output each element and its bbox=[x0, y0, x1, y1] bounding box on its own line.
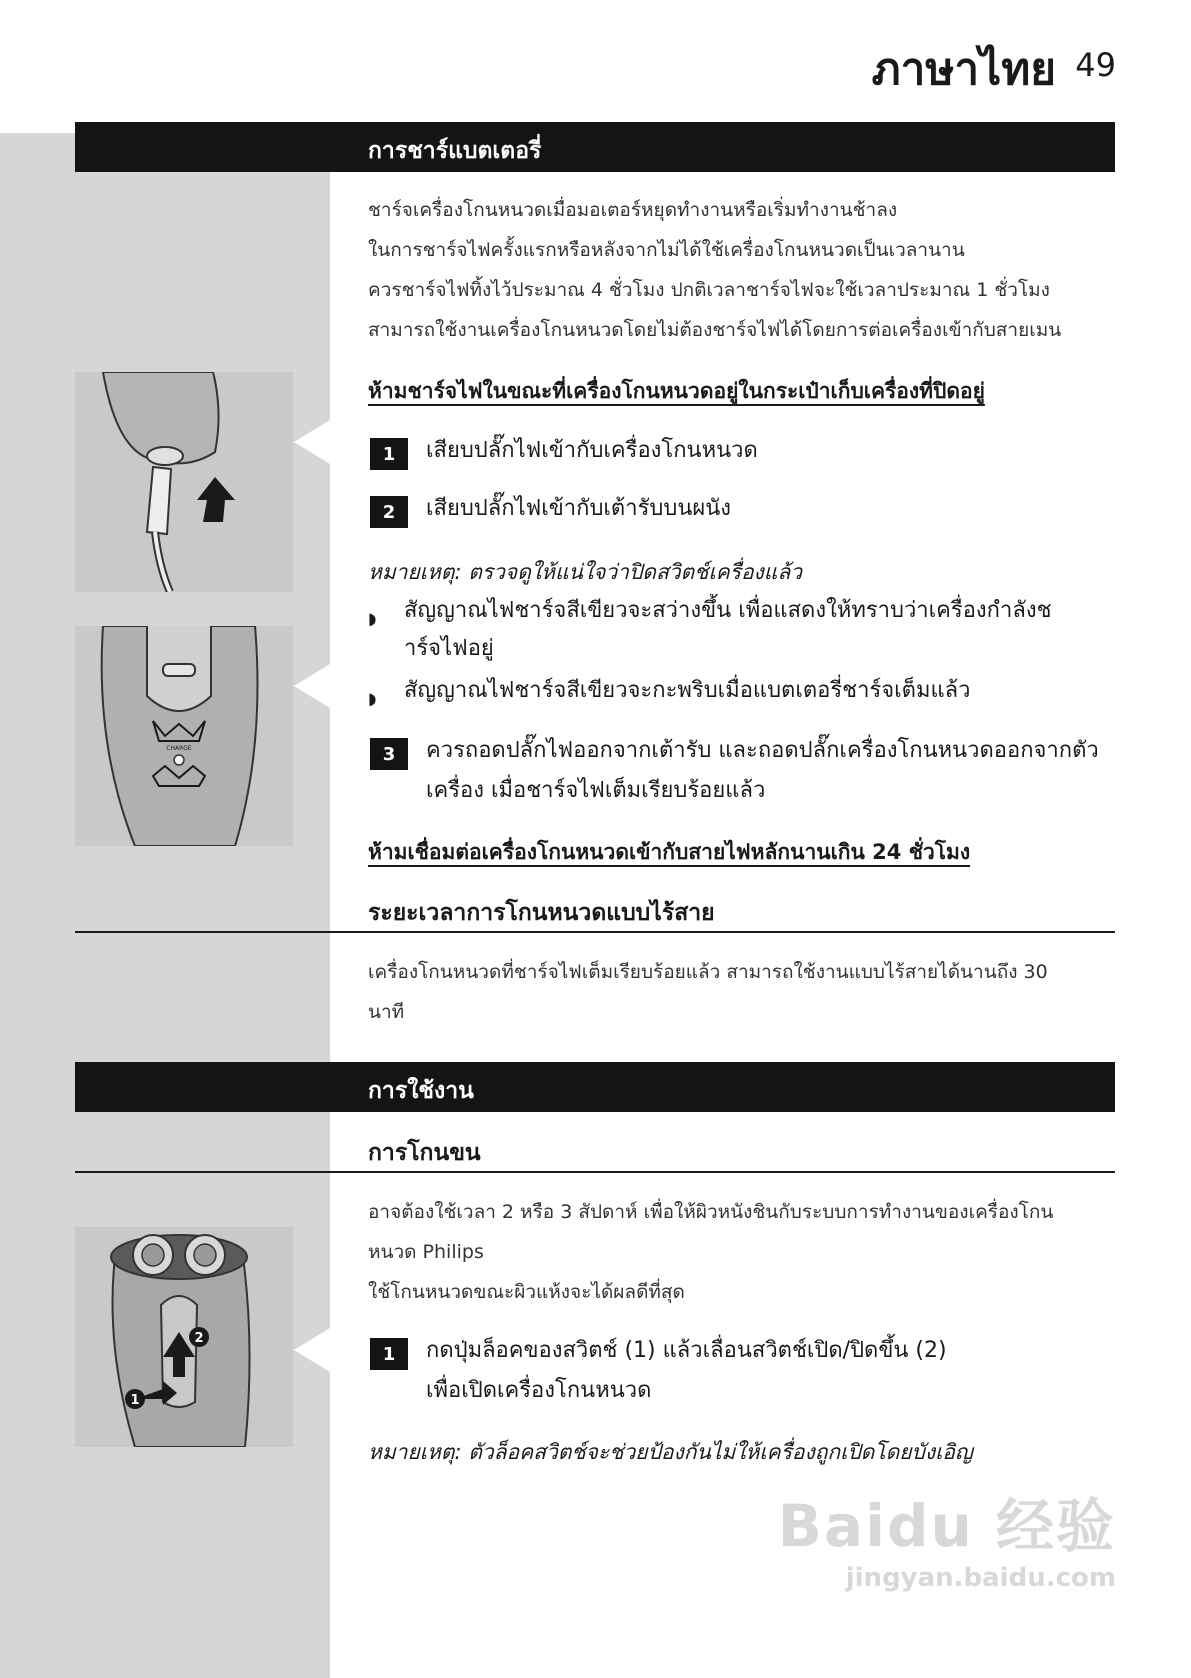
page-language-title: ภาษาไทย bbox=[871, 44, 1056, 95]
paragraph-line: อาจต้องใช้เวลา 2 หรือ 3 สัปดาห์ เพื่อให้ผิวหนังชินกับระบบการทำงานของเครื่องโกน bbox=[368, 1201, 1054, 1223]
paragraph-line: หนวด Philips bbox=[368, 1241, 484, 1263]
section-title: การใช้งาน bbox=[368, 1078, 474, 1104]
shaver-switch-drawing bbox=[75, 1227, 293, 1447]
divider-rule bbox=[75, 1171, 1115, 1173]
bullet-text: าร์จไฟอยู่ bbox=[404, 636, 494, 661]
illustration-pointer bbox=[294, 1328, 330, 1372]
shaver-cord-drawing bbox=[75, 372, 293, 592]
callout-2-label: 2 bbox=[194, 1331, 204, 1346]
step-number-badge: 1 bbox=[370, 1338, 408, 1370]
bullet-text: สัญญาณไฟชาร์จสีเขียวจะสว่างขึ้น เพื่อแสดงให้ทราบว่าเครื่องกำลังช bbox=[404, 598, 1052, 623]
charge-label-text: CHARGE bbox=[166, 745, 192, 752]
paragraph-line: สามารถใช้งานเครื่องโกนหนวดโดยไม่ต้องชาร์จไฟได้โดยการต่อเครื่องเข้ากับสายเมน bbox=[368, 319, 1062, 341]
watermark bbox=[778, 1479, 1116, 1593]
paragraph-line: นาที bbox=[368, 1001, 405, 1023]
subsection-title-shaving: การโกนขน bbox=[368, 1140, 481, 1166]
bullet-icon: ◗ bbox=[368, 689, 377, 708]
illustration-pointer bbox=[294, 420, 330, 464]
step-text: เสียบปลั๊กไฟเข้ากับเต้ารับบนผนัง bbox=[426, 496, 732, 521]
watermark-brand: Baidu 经验 bbox=[777, 1492, 1116, 1560]
paragraph-line: ในการชาร์จไฟครั้งแรกหรือหลังจากไม่ได้ใช้เครื่องโกนหนวดเป็นเวลานาน bbox=[368, 239, 965, 261]
note-switch-lock: หมายเหตุ: ตัวล็อคสวิตช์จะช่วยป้องกันไม่ให้เครื่องถูกเปิดโดยบังเอิญ bbox=[368, 1440, 973, 1464]
divider-rule bbox=[75, 931, 1115, 933]
step-text: เครื่อง เมื่อชาร์จไฟเต็มเรียบร้อยแล้ว bbox=[426, 778, 766, 803]
illustration-charge-light bbox=[75, 626, 293, 846]
paragraph-line: ใช้โกนหนวดขณะผิวแห้งจะได้ผลดีที่สุด bbox=[368, 1281, 685, 1303]
paragraph-line: เครื่องโกนหนวดที่ชาร์จไฟเต็มเรียบร้อยแล้ว สามารถใช้งานแบบไร้สายได้นานถึง 30 bbox=[368, 961, 1048, 983]
subsection-title-cordless: ระยะเวลาการโกนหนวดแบบไร้สาย bbox=[368, 900, 715, 926]
paragraph-line: ชาร์จเครื่องโกนหนวดเมื่อมอเตอร์หยุดทำงานหรือเริ่มทำงานช้าลง bbox=[368, 199, 898, 221]
section-header-usage bbox=[75, 1062, 1115, 1112]
note-switch-off: หมายเหตุ: ตรวจดูให้แน่ใจว่าปิดสวิตช์เครื่องแล้ว bbox=[368, 560, 803, 584]
warning-max-connection: ห้ามเชื่อมต่อเครื่องโกนหนวดเข้ากับสายไฟหลักนานเกิน 24 ชั่วโมง bbox=[368, 840, 971, 864]
section-title: การชาร์แบตเตอรี่ bbox=[368, 138, 542, 164]
step-number-badge: 3 bbox=[370, 738, 408, 770]
step-text: ควรถอดปลั๊กไฟออกจากเต้ารับ และถอดปลั๊กเครื่องโกนหนวดออกจากตัว bbox=[426, 738, 1099, 763]
step-text: เพื่อเปิดเครื่องโกนหนวด bbox=[426, 1378, 652, 1403]
step-text: กดปุ่มล็อคของสวิตช์ (1) แล้วเลื่อนสวิตช์เปิด/ปิดขึ้น (2) bbox=[426, 1338, 947, 1363]
step-number-badge: 2 bbox=[370, 496, 408, 528]
page-number: 49 bbox=[1075, 46, 1116, 84]
paragraph-line: ควรชาร์จไฟทิ้งไว้ประมาณ 4 ชั่วโมง ปกติเวลาชาร์จไฟจะใช้เวลาประมาณ 1 ชั่วโมง bbox=[368, 279, 1050, 301]
step-text: เสียบปลั๊กไฟเข้ากับเครื่องโกนหนวด bbox=[426, 438, 758, 463]
shaving-paragraph bbox=[368, 1192, 1108, 1312]
charging-intro-paragraph bbox=[368, 190, 1108, 350]
illustration-switch-lock bbox=[75, 1227, 293, 1447]
warning-case-charging: ห้ามชาร์จไฟในขณะที่เครื่องโกนหนวดอยู่ในกระเป๋าเก็บเครื่องที่ปิดอยู่ bbox=[368, 379, 985, 403]
watermark-url: jingyan.baidu.com bbox=[845, 1563, 1116, 1593]
illustration-pointer bbox=[294, 664, 330, 708]
cordless-paragraph bbox=[368, 952, 1108, 1032]
callout-1-label: 1 bbox=[130, 1393, 140, 1408]
step-number-badge: 1 bbox=[370, 438, 408, 470]
bullet-icon: ◗ bbox=[368, 609, 377, 628]
shaver-charge-drawing bbox=[75, 626, 293, 846]
section-header-charging bbox=[75, 122, 1115, 172]
illustration-plug-cord bbox=[75, 372, 293, 592]
bullet-text: สัญญาณไฟชาร์จสีเขียวจะกะพริบเมื่อแบตเตอรี่ชาร์จเต็มแล้ว bbox=[404, 678, 971, 703]
